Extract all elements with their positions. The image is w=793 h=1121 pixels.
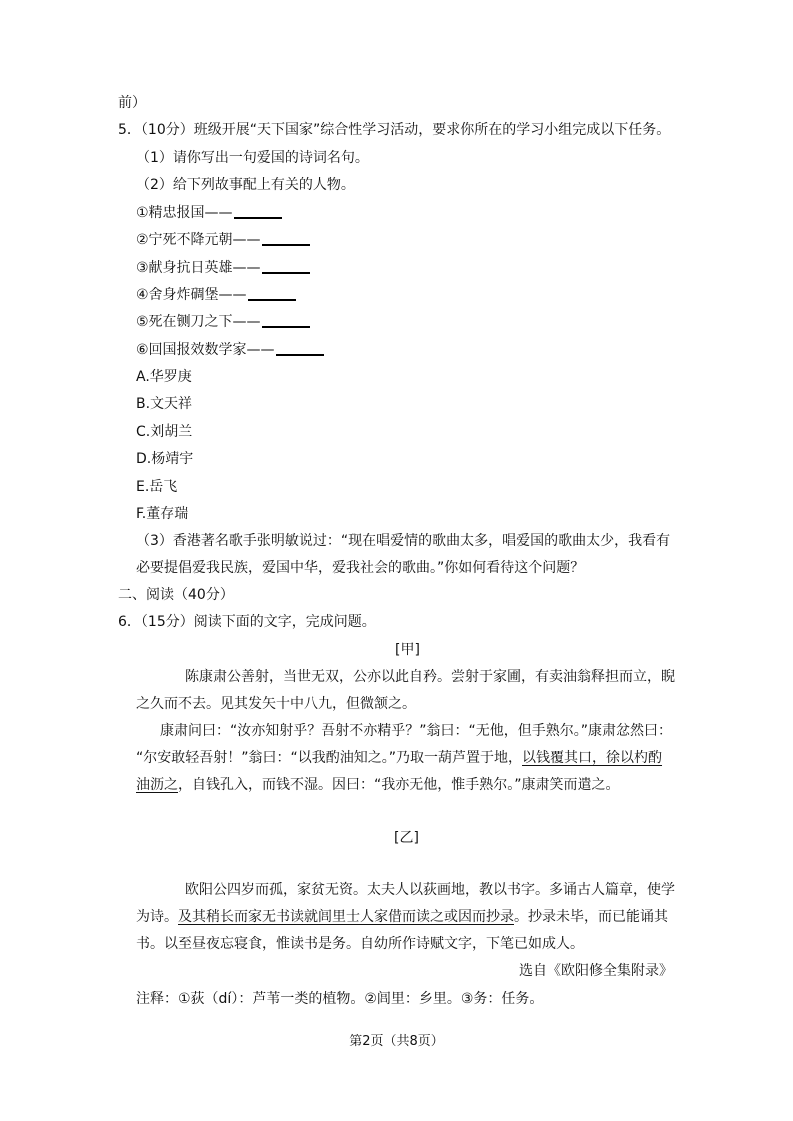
option-b: B.文天祥 xyxy=(136,396,193,412)
answer-blank[interactable] xyxy=(248,285,296,301)
option-e: E.岳飞 xyxy=(136,479,178,495)
match-item-4: ④舍身炸碉堡—— xyxy=(136,285,296,305)
match-item-5: ⑤死在铡刀之下—— xyxy=(136,312,310,332)
answer-blank[interactable] xyxy=(262,230,310,246)
answer-blank[interactable] xyxy=(234,203,282,219)
answer-blank[interactable] xyxy=(262,312,310,328)
jia-para2-line3: 油沥之，自钱孔入，而钱不湿。因曰：“我亦无他，惟手熟尔。”康肃笑而遣之。 xyxy=(136,777,620,793)
yi-line3: 书。以至昼夜忘寝食，惟读书是务。自幼所作诗赋文字，下笔已如成人。 xyxy=(136,936,584,952)
option-d: D.杨靖宇 xyxy=(136,451,194,467)
underlined-sentence: 及其稍长而家无书读就闾里士人家借而读之或因而抄录 xyxy=(178,909,514,925)
underlined-sentence: 油沥之 xyxy=(136,777,178,793)
q5-sub3-line2: 必要提倡爱我民族，爱国中华，爱我社会的歌曲。”你如何看待这个问题？ xyxy=(136,560,585,576)
q6-stem: 6．（15分）阅读下面的文字，完成问题。 xyxy=(118,614,376,630)
annotations: 注释：①荻（dí）：芦苇一类的植物。②闾里：乡里。③务：任务。 xyxy=(136,991,544,1007)
passage-jia-title: [甲] xyxy=(395,642,420,658)
page-footer: 第2页（共8页） xyxy=(349,1034,444,1049)
top-fragment: 前） xyxy=(118,95,146,111)
match-item-1: ①精忠报国—— xyxy=(136,203,282,223)
q5-stem: 5．（10分）班级开展“天下国家”综合性学习活动，要求你所在的学习小组完成以下任务。 xyxy=(118,122,671,138)
match-item-6: ⑥回国报效数学家—— xyxy=(136,340,324,360)
jia-para2-line1: 康肃问曰：“汝亦知射乎？吾射不亦精乎？”翁曰：“无他，但手熟尔。”康肃忿然曰： xyxy=(160,723,673,739)
passage-yi-title: [乙] xyxy=(394,830,419,846)
option-a: A.华罗庚 xyxy=(136,369,192,385)
yi-line2: 为诗。及其稍长而家无书读就闾里士人家借而读之或因而抄录。抄录未毕，而已能诵其 xyxy=(136,909,668,925)
option-c: C.刘胡兰 xyxy=(136,424,193,440)
q5-sub3-line1: （3）香港著名歌手张明敏说过：“现在唱爱情的歌曲太多，唱爱国的歌曲太少，我看有 xyxy=(136,533,671,549)
jia-para1-line1: 陈康肃公善射，当世无双，公亦以此自矜。尝射于家圃，有卖油翁释担而立，睨 xyxy=(185,669,675,685)
yi-line1: 欧阳公四岁而孤，家贫无资。太夫人以荻画地，教以书字。多诵古人篇章，使学 xyxy=(185,882,675,898)
underlined-sentence: 以钱覆其口，徐以杓酌 xyxy=(522,750,663,766)
match-item-2: ②宁死不降元朝—— xyxy=(136,230,310,250)
passage-source: 选自《欧阳修全集附录》 xyxy=(519,963,673,979)
option-f: F.董存瑞 xyxy=(136,506,189,522)
q5-sub2: （2）给下列故事配上有关的人物。 xyxy=(136,177,355,193)
section-heading: 二、阅读（40分） xyxy=(118,587,234,603)
answer-blank[interactable] xyxy=(262,258,310,274)
match-item-3: ③献身抗日英雄—— xyxy=(136,258,310,278)
answer-blank[interactable] xyxy=(276,340,324,356)
q5-sub1: （1）请你写出一句爱国的诗词名句。 xyxy=(136,150,369,166)
jia-para2-line2: “尔安敢轻吾射！”翁曰：“以我酌油知之。”乃取一葫芦置于地，以钱覆其口，徐以杓酌 xyxy=(136,750,663,766)
jia-para1-line2: 之久而不去。见其发矢十中八九，但微颔之。 xyxy=(136,696,416,712)
